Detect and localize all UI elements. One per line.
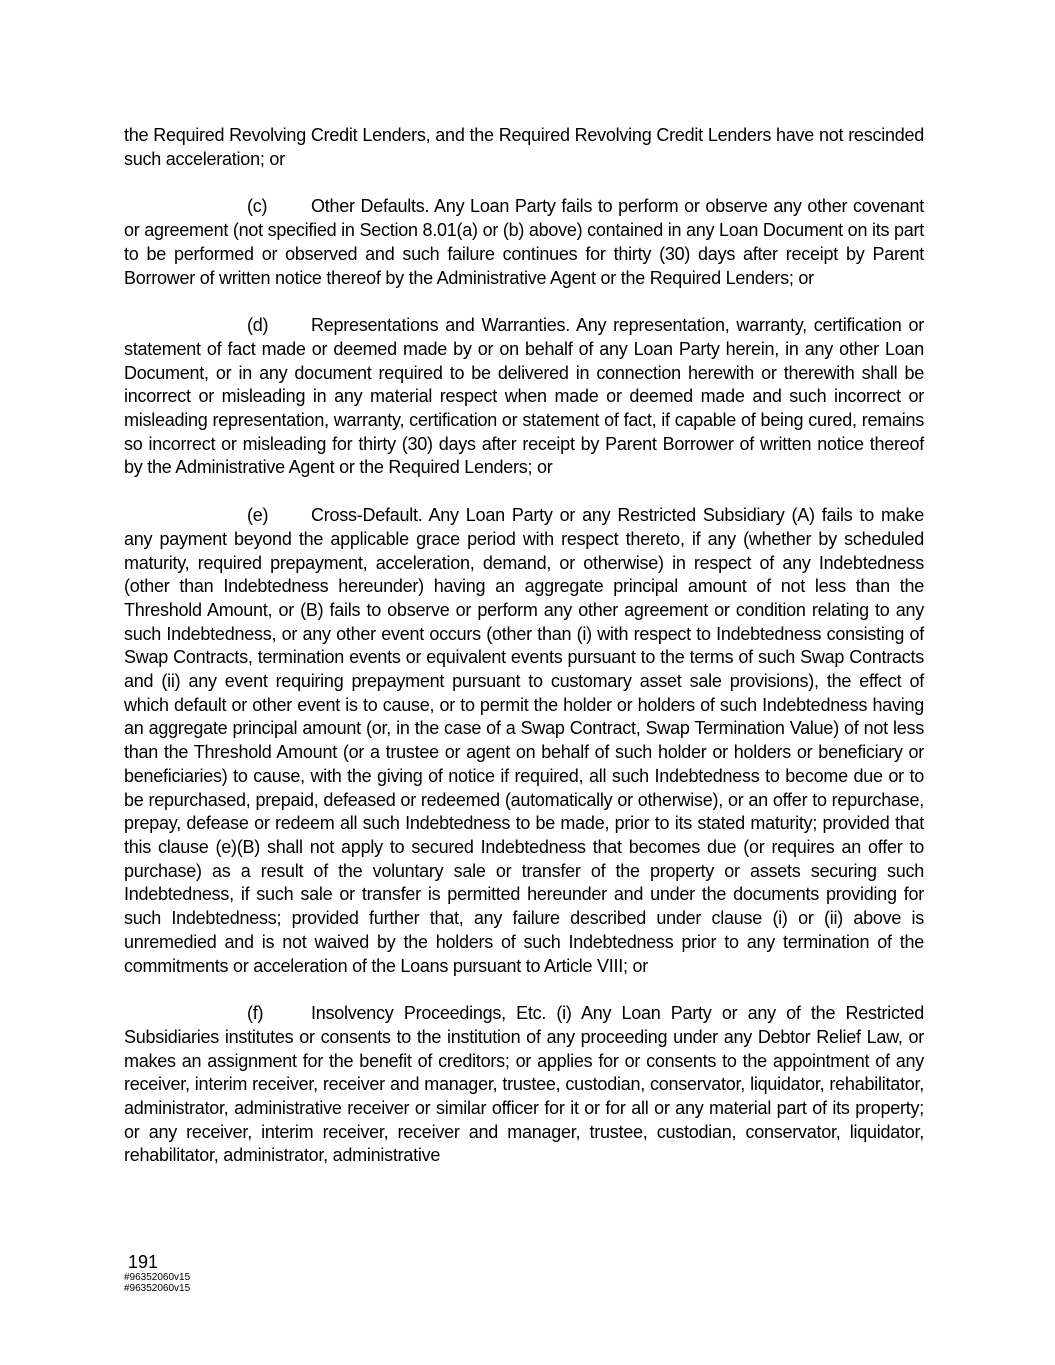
document-id: #96352060v15 xyxy=(124,1283,191,1294)
document-id: #96352060v15 xyxy=(124,1272,191,1283)
page-number: 191 xyxy=(128,1252,159,1272)
paragraph-f-insolvency xyxy=(124,1002,924,1168)
clause-marker: (d) xyxy=(247,315,269,336)
paragraph-e-cross-default xyxy=(124,504,924,978)
page-footer xyxy=(124,1252,190,1294)
clause-marker: (f) xyxy=(247,1003,264,1024)
paragraph-text: Insolvency Proceedings, Etc. (i) Any Loan Party or any of the Restricted Subsidiaries institutes or consents to the institution of any proceeding under any Debtor Relief Law, or makes an assignment for the benefit of creditors; or applies for or consents to the appointment of any receiver, interim receiver, receiver and manager, trustee, custodian, conservator, liquidator, rehabilitator, administrator, administrative receiver or similar officer for it or for all or any material part of its property; or any receiver, interim receiver, receiver and manager, trustee, custodian, conservator, liquidator, rehabilitator, administrator, administrative xyxy=(124,1003,924,1166)
paragraph-d-representations xyxy=(124,314,924,480)
paragraph-text: Other Defaults. Any Loan Party fails to perform or observe any other covenant or agreement (not specified in Section 8.01(a) or (b) above) contained in any Loan Document on its part to be performed or observed and such failure continues for thirty (30) days after receipt by Parent Borrower of written notice thereof by the Administrative Agent or the Required Lenders; or xyxy=(124,196,924,288)
paragraph-text: Representations and Warranties. Any representation, warranty, certification or statement of fact made or deemed made by or on behalf of any Loan Party herein, in any other Loan Document, or in any document required to be delivered in connection herewith or therewith shall be incorrect or misleading in any material respect when made or deemed made and such incorrect or misleading representation, warranty, certification or statement of fact, if capable of being cured, remains so incorrect or misleading for thirty (30) days after receipt by Parent Borrower of written notice thereof by the Administrative Agent or the Required Lenders; or xyxy=(124,315,924,478)
clause-marker: (c) xyxy=(247,196,268,217)
paragraph-continuation xyxy=(124,124,924,171)
paragraph-text: the Required Revolving Credit Lenders, and the Required Revolving Credit Lenders have not rescinded such acceleration; or xyxy=(124,125,924,169)
paragraph-c-other-defaults xyxy=(124,195,924,290)
paragraph-text: Cross-Default. Any Loan Party or any Restricted Subsidiary (A) fails to make any payment beyond the applicable grace period with respect thereto, if any (whether by scheduled maturity, required prepayment, acceleration, demand, or otherwise) in respect of any Indebtedness (other than Indebtedness hereunder) having an aggregate principal amount of not less than the Threshold Amount, or (B) fails to observe or perform any other agreement or condition relating to any such Indebtedness, or any other event occurs (other than (i) with respect to Indebtedness consisting of Swap Contracts, termination events or equivalent events pursuant to the terms of such Swap Contracts and (ii) any event requiring prepayment pursuant to customary asset sale provisions), the effect of which default or other event is to cause, or to permit the holder or holders of such Indebtedness having an aggregate principal amount (or, in the case of a Swap Contract, Swap Termination Value) of not less than the Threshold Amount (or a trustee or agent on behalf of such holder or holders or beneficiary or beneficiaries) to cause, with the giving of notice if required, all such Indebtedness to become due or to be repurchased, prepaid, defeased or redeemed (automatically or otherwise), or an offer to repurchase, prepay, defease or redeem all such Indebtedness to be made, prior to its stated maturity; provided that this clause (e)(B) shall not apply to secured Indebtedness that becomes due (or requires an offer to purchase) as a result of the voluntary sale or transfer of the property or assets securing such Indebtedness, if such sale or transfer is permitted hereunder and under the documents providing for such Indebtedness; provided further that, any failure described under clause (i) or (ii) above is unremedied and is not waived by the holders of such Indebtedness prior to any termination of the commitments or acceleration of the Loans pursuant to Article VIII; or xyxy=(124,505,924,976)
document-body xyxy=(124,124,924,1192)
clause-marker: (e) xyxy=(247,505,269,526)
